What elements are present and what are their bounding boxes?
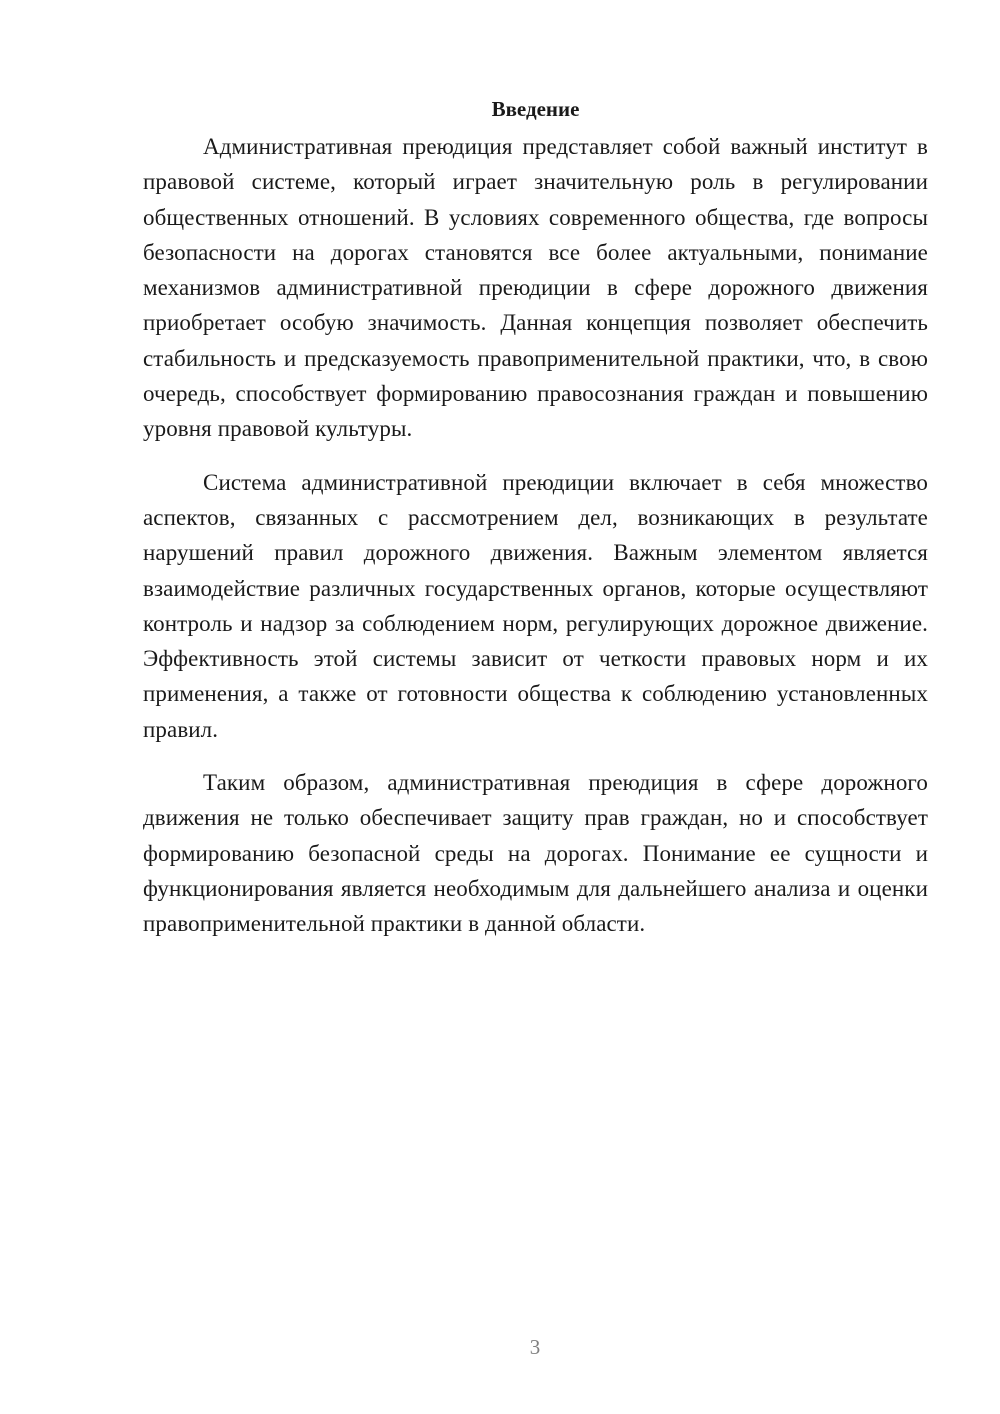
paragraph-1: Административная преюдиция представляет собой важный институт в правовой системе, который играет значительную роль в регулировании общественных отношений. В условиях современного общества, где вопросы безопасности на дорогах становятся все более актуальными, понимание механизмов административной преюдиции в сфере дорожного движения приобретает особую значимость. Данная концепция позволяет обеспечить стабильность и предсказуемость правоприменительной практики, что, в свою очередь, способствует формированию правосознания граждан и повышению уровня правовой культуры.	[143, 134, 928, 442]
paragraph-3: Таким образом, административная преюдиция в сфере дорожного движения не только обеспечивает защиту прав граждан, но и способствует формированию безопасной среды на дорогах. Понимание ее сущности и функционирования является необходимым для дальнейшего анализа и оценки правоприменительной практики в данной области.	[143, 770, 928, 937]
page-content	[143, 92, 928, 960]
section-title: Введение	[491, 97, 580, 121]
paragraph-2: Система административной преюдиции включает в себя множество аспектов, связанных с рассмотрением дел, возникающих в результате нарушений правил дорожного движения. Важным элементом является взаимодействие различных государственных органов, которые осуществляют контроль и надзор за соблюдением норм, регулирующих дорожное движение. Эффективность этой системы зависит от четкости правовых норм и их применения, а также от готовности общества к соблюдению установленных правил.	[143, 469, 928, 742]
page-number: 3	[529, 1335, 541, 1359]
